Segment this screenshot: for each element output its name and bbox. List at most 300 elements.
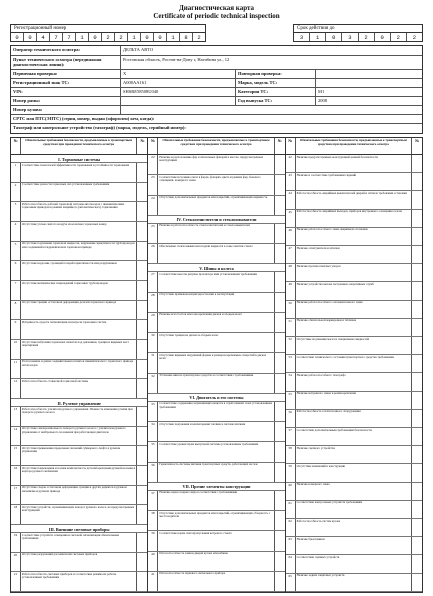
item-number: 40	[148, 552, 158, 571]
item-text: Работоспособность аварийных выходов, приборов внутреннего освещения салона	[296, 210, 412, 227]
item-number: 22	[148, 155, 158, 174]
item-mark	[137, 202, 147, 221]
checklist-row	[148, 196, 284, 216]
item-text: Наличие зеркал заднего вида в соответствии с требованиями	[158, 491, 274, 510]
repeat-label: Повторная проверка:	[236, 70, 316, 78]
item-mark	[412, 155, 422, 172]
item-text: Работоспособность систем кузова	[296, 519, 412, 536]
item-text: Обеспечение стеклоомывателем подачи жидкости в зоны очистки стекла	[158, 244, 274, 263]
requirements-header: Обязательные требования безопасности, предъявляемые к транспортным средствам при проведении технического осмотра	[296, 138, 412, 154]
item-text: Отсутствие изменений в конструкции	[296, 464, 412, 481]
item-mark	[137, 533, 147, 552]
reg-digit: 0	[154, 33, 167, 41]
checklist-row	[286, 355, 422, 373]
item-text: Отсутствие коррозии, грозящей потерей герметичности или разрушением	[21, 261, 137, 280]
item-number: 32	[148, 374, 158, 393]
item-mark	[412, 301, 422, 318]
header-numbers	[10, 24, 423, 42]
item-mark	[137, 222, 147, 241]
item-number: 3	[11, 202, 21, 221]
item-text: Отсутствие устройств, ограничивающих поворот рулевого колеса, не предусмотренных конструкцией	[21, 505, 137, 524]
requirements-header: Обязательные требования безопасности, предъявляемые к транспортным средствам при проведении технического осмотра	[158, 138, 274, 154]
item-mark	[412, 173, 422, 190]
item-number: 49	[286, 282, 296, 299]
item-text: Соответствие источника света в фарах, фонарях, цвета и режима фар, бокового освещения, номерного знака	[158, 175, 274, 194]
item-number: 4	[11, 222, 21, 241]
item-text: Наличие работоспособного опознавательного знака	[296, 301, 412, 318]
item-mark	[137, 340, 147, 359]
item-text: Отсутствие превышения предельных значений суммарного люфта в рулевом управлении	[21, 446, 137, 465]
item-number: 17	[11, 486, 21, 505]
item-mark	[412, 464, 422, 481]
item-mark	[412, 282, 422, 299]
reg-digit: 7	[63, 33, 76, 41]
item-mark	[137, 281, 147, 300]
item-text: Соответствие устройств освещения и световой сигнализации обязательным требованиям	[21, 533, 137, 552]
checklist-row	[148, 272, 284, 292]
item-mark	[412, 373, 422, 390]
year-value: 2008	[318, 98, 327, 103]
item-number: 48	[286, 264, 296, 281]
reg-digit: 4	[37, 33, 50, 41]
item-number: 38	[148, 511, 158, 530]
item-mark	[137, 427, 147, 446]
item-mark	[275, 511, 285, 530]
item-text: Наличие предусмотренных конструкцией ремней безопасности	[296, 155, 412, 172]
item-mark	[275, 155, 285, 174]
checklist-row	[148, 422, 284, 442]
section-heading: I. Тормозные системы	[11, 155, 147, 163]
item-mark	[137, 163, 147, 182]
item-number: 19	[11, 533, 21, 552]
item-mark	[412, 355, 422, 372]
item-number: 31	[148, 353, 158, 372]
checklist-table	[10, 137, 423, 593]
mark-header: №	[277, 138, 282, 143]
reg-digit: 7	[50, 33, 63, 41]
reg-digit: 8	[180, 33, 193, 41]
item-number: 26	[148, 244, 158, 263]
reg-digit: 1	[76, 33, 89, 41]
item-text: Работоспособность аварийных выключателей дверей и сигнала требования остановки	[296, 191, 412, 208]
year-label: Год выпуска ТС:	[236, 97, 316, 105]
title-ru: Диагностическая карта	[178, 4, 255, 12]
item-mark	[275, 224, 285, 243]
item-number: 12	[11, 379, 21, 398]
item-number: 34	[148, 422, 158, 441]
item-number: 57	[286, 428, 296, 445]
item-mark	[412, 319, 422, 336]
item-text: Работоспособность световых приборов и соответствие режима их работы установленным требованиям	[21, 572, 137, 591]
category-label: Категория ТС:	[236, 88, 316, 96]
item-mark	[412, 483, 422, 500]
section-heading: VII. Прочие элементы конструкции	[148, 483, 284, 491]
item-mark	[137, 320, 147, 339]
item-number: 46	[286, 228, 296, 245]
valid-until-label: Срок действия до	[293, 24, 423, 32]
item-number: 2	[11, 183, 21, 202]
number-header: №	[286, 138, 296, 154]
checklist-column	[11, 138, 148, 592]
reg-digit: 1	[167, 33, 180, 41]
item-text: Соответствие разности тормозных сил установленным требованиям	[21, 183, 137, 202]
model-value	[316, 79, 422, 87]
item-number: 10	[11, 340, 21, 359]
checklist-row	[11, 505, 147, 525]
item-number: 23	[148, 175, 158, 194]
valid-digit: 2	[359, 33, 375, 41]
item-text: Исправность средств сигнализации и контроля тормозных систем	[21, 320, 137, 339]
item-number: 37	[148, 491, 158, 510]
item-text: Наличие работоспособного тахографа	[296, 373, 412, 390]
item-mark	[137, 466, 147, 485]
item-text: Наличие исправного замка и ремня крепления	[296, 392, 412, 409]
checklist-row	[148, 293, 284, 313]
checklist-row	[286, 392, 422, 410]
item-mark	[412, 574, 422, 591]
checklist-row	[11, 281, 147, 301]
repeat-value	[316, 70, 422, 78]
checklist-row	[148, 175, 284, 195]
item-text: Наличие работоспособного знака аварийной остановки	[296, 228, 412, 245]
checklist-row	[11, 202, 147, 222]
item-number: 36	[148, 463, 158, 482]
item-mark	[275, 333, 285, 352]
item-mark	[275, 442, 285, 461]
checklist-row	[286, 428, 422, 446]
item-mark	[275, 572, 285, 591]
item-text: Соответствие высоты рисунка протектора шин установленным требованиям	[158, 272, 274, 291]
valid-until-digits	[293, 32, 423, 42]
reg-digit: 2	[197, 34, 201, 41]
number-header: №	[11, 138, 21, 154]
operator-value: ДЕЛЬТА АВТО	[123, 47, 154, 52]
item-mark	[412, 537, 422, 554]
checklist-row	[286, 319, 422, 337]
item-text: Отсутствие подтекания масел и специальных жидкостей	[296, 337, 412, 354]
mark-header: №	[140, 138, 145, 143]
item-text: Наличие номерного знака	[296, 483, 412, 500]
checklist-row	[286, 191, 422, 209]
section-heading: V. Шины и колеса	[148, 264, 284, 272]
item-text: Отсутствие механических повреждений тормозных трубопроводов	[21, 281, 137, 300]
valid-digit: 1	[310, 33, 326, 41]
checklist-row	[11, 261, 147, 281]
item-mark	[412, 428, 422, 445]
item-number: 65	[286, 574, 296, 591]
checklist-row	[11, 427, 147, 447]
inspection-certificate	[10, 4, 423, 592]
checklist-row	[286, 282, 422, 300]
checklist-row	[11, 466, 147, 486]
checklist-row	[11, 533, 147, 553]
item-text: Наличие устройства вызова экстренных оперативных служб	[296, 282, 412, 299]
vin-value: SHSRE58508U040	[121, 88, 236, 96]
item-text: Наличие брызговиков	[296, 537, 412, 554]
plate-label: Регистрационный знак ТС:	[11, 79, 121, 87]
checklist-row	[148, 491, 284, 511]
valid-digit: 0	[326, 33, 342, 41]
checklist-row	[286, 555, 422, 573]
item-mark	[137, 261, 147, 280]
item-number: 28	[148, 293, 158, 312]
item-text: Расположение и длина соединительных шлангов пневматического тормозного привода автопоездов	[21, 360, 137, 379]
item-mark	[275, 175, 285, 194]
item-text: Отсутствие утечек сжатого воздуха из колесных тормозных камер	[21, 222, 137, 241]
requirements-header: Обязательные требования безопасности, предъявляемые к транспортным средствам при проведении технического осмотра	[21, 138, 137, 154]
column-header	[148, 138, 284, 155]
item-text: Наличие противооткатных упоров	[296, 264, 412, 281]
item-text: Наличие сцепного устройства	[296, 446, 412, 463]
model-label: Марка, модель ТС:	[236, 79, 316, 87]
item-text: Отсутствие признаков непригодности шин к эксплуатации	[158, 293, 274, 312]
item-text: Наличие задних защитных устройств	[296, 574, 412, 591]
section-heading: III. Внешние световые приборы	[11, 525, 147, 533]
item-number: 8	[11, 301, 21, 320]
reg-number-label: Регистрационный номер	[10, 24, 206, 32]
item-mark	[137, 486, 147, 505]
checklist-row	[148, 552, 284, 572]
checklist-row	[11, 242, 147, 262]
reg-digit: 0	[11, 33, 24, 41]
reg-digit: 1	[128, 33, 141, 41]
checklist-row	[11, 301, 147, 321]
item-mark	[275, 374, 285, 393]
vin-label: VIN:	[11, 88, 121, 96]
item-mark	[412, 501, 422, 518]
item-number: 5	[11, 242, 21, 261]
item-number: 47	[286, 246, 296, 263]
item-text: Наличие и работоспособность стеклоочистителей и стеклоомывателей	[158, 224, 274, 243]
item-number: 41	[148, 572, 158, 591]
item-number: 35	[148, 442, 158, 461]
item-text: Соответствие норме светопропускания ветрового стекла	[158, 531, 274, 550]
checklist-row	[11, 183, 147, 203]
item-mark	[137, 407, 147, 426]
checklist-row	[286, 464, 422, 482]
item-mark	[137, 183, 147, 202]
item-number: 20	[11, 553, 21, 572]
item-number: 16	[11, 466, 21, 485]
item-text: Отсутствие видимых нарушений формы и размеров крепежных отверстий в дисках колес	[158, 353, 274, 372]
valid-digit: 3	[294, 33, 310, 41]
item-mark	[275, 293, 285, 312]
checklist-row	[286, 574, 422, 592]
item-mark	[275, 272, 285, 291]
item-number: 30	[148, 333, 158, 352]
item-number: 59	[286, 464, 296, 481]
checklist-row	[286, 301, 422, 319]
checklist-row	[11, 572, 147, 592]
number-header: №	[148, 138, 158, 154]
srts-label: СРТС или ПТС(ЭПТС) (серия, номер, выдан (оформлен) кем, когда):	[13, 116, 155, 121]
column-header	[286, 138, 422, 155]
checklist-row	[11, 222, 147, 242]
item-text: Отсутствие повреждения и полная комплектность деталей крепления рулевой колонки и картера рулевого механизма	[21, 466, 137, 485]
section-heading: II. Рулевое управление	[11, 399, 147, 407]
item-mark	[137, 360, 147, 379]
item-number: 13	[11, 407, 21, 426]
item-text: Герметичность системы питания транспортных средств, работающих на газе	[158, 463, 274, 482]
checklist-row	[286, 501, 422, 519]
item-mark	[137, 242, 147, 261]
item-text: Соответствие дополнительным требованиям безопасности	[296, 428, 412, 445]
reg-digit: 2	[115, 33, 128, 41]
checklist-row	[286, 337, 422, 355]
checklist-row	[148, 531, 284, 551]
checklist-row	[11, 553, 147, 573]
reg-number-block	[10, 24, 206, 42]
checklist-row	[286, 483, 422, 501]
item-number: 63	[286, 537, 296, 554]
item-mark	[275, 353, 285, 372]
valid-digit: 0	[375, 33, 391, 41]
item-number: 50	[286, 301, 296, 318]
item-number: 18	[11, 505, 21, 524]
body-label: Номер кузова:	[11, 106, 121, 114]
checklist-column	[148, 138, 285, 592]
checklist-row	[286, 537, 422, 555]
reg-digit: 0	[141, 33, 154, 41]
item-mark	[412, 264, 422, 281]
item-mark	[412, 446, 422, 463]
item-number: 15	[11, 446, 21, 465]
item-text: Отсутствие дополнительных предметов или покрытий, ограничивающих видимость	[158, 196, 274, 215]
checklist-row	[148, 155, 284, 175]
column-header	[11, 138, 147, 155]
reg-digit: 0	[24, 33, 37, 41]
item-text: Отсутствие трещин остаточной деформации деталей тормозного привода	[21, 301, 137, 320]
item-number: 44	[286, 191, 296, 208]
tacho-label: Тахограф или контрольное устройство (тахограф) (марка, модель, серийный номер):	[13, 125, 186, 130]
item-number: 55	[286, 392, 296, 409]
section-heading: VI. Двигатель и его системы	[148, 394, 284, 402]
item-text: Соответствие контрольных устройств требованиям	[296, 501, 412, 518]
valid-digit: 2	[412, 34, 417, 41]
checklist-row	[148, 572, 284, 592]
checklist-row	[286, 410, 422, 428]
checklist-row	[286, 373, 422, 391]
primary-value: X	[121, 70, 236, 78]
item-mark	[275, 463, 285, 482]
checklist-row	[11, 360, 147, 380]
checklist-row	[148, 333, 284, 353]
item-text: Отсутствие подтекания тормозной жидкости, нарушения герметичности трубопроводов или соединений в гидравлическом тормозном приводе	[21, 242, 137, 261]
item-number: 6	[11, 261, 21, 280]
item-text: Соответствие технического состояния транспортного средства требованиям	[296, 355, 412, 372]
item-number: 39	[148, 531, 158, 550]
section-heading: IV. Стеклоочистители и стеклоомыватели	[148, 216, 284, 224]
item-number: 61	[286, 501, 296, 518]
item-mark	[137, 553, 147, 572]
item-number: 14	[11, 427, 21, 446]
item-text: Работоспособность газобаллонного оборудования	[296, 410, 412, 427]
item-number: 29	[148, 313, 158, 332]
item-mark	[275, 313, 285, 332]
item-text: Соответствие содержания загрязняющих веществ в отработавших газах установленным требованиям	[158, 402, 274, 421]
item-text: Отсутствие самопроизвольного поворота рулевого колеса с усилителем рулевого управления от нейтрального положения при работающем двигателе	[21, 427, 137, 446]
checklist-row	[11, 163, 147, 183]
item-number: 24	[148, 196, 158, 215]
item-mark	[412, 555, 422, 572]
item-text: Работоспособность усилителя рулевого управления. Плавность изменения усилия при повороте рулевого колеса	[21, 407, 137, 426]
item-mark	[275, 196, 285, 215]
reg-number-digits	[10, 32, 206, 42]
body-value	[121, 106, 422, 114]
item-mark	[412, 228, 422, 245]
item-text: Наличие и соответствие требованиям сидений	[296, 173, 412, 190]
item-number: 60	[286, 483, 296, 500]
checklist-row	[286, 210, 422, 228]
item-text: Работоспособность звукового сигнального прибора	[158, 572, 274, 591]
item-number: 45	[286, 210, 296, 227]
checklist-row	[148, 402, 284, 422]
item-mark	[275, 422, 285, 441]
checklist-row	[286, 155, 422, 173]
item-mark	[412, 519, 422, 536]
item-number: 64	[286, 555, 296, 572]
checklist-row	[148, 374, 284, 394]
category-value: M1	[318, 89, 325, 94]
item-text: Соответствие показателей эффективности торможения и устойчивости торможения	[21, 163, 137, 182]
item-mark	[412, 392, 422, 409]
checklist-row	[148, 511, 284, 531]
item-number: 43	[286, 173, 296, 190]
reg-digit: 2	[102, 33, 115, 41]
item-mark	[137, 301, 147, 320]
item-number: 21	[11, 572, 21, 591]
item-text: Наличие огнетушителя и аптечки	[296, 246, 412, 263]
item-text: Наличие и расположение фар и сигнальных фонарей в местах, предусмотренных конструкцией	[158, 155, 274, 174]
checklist-row	[11, 340, 147, 360]
item-number: 42	[286, 155, 296, 172]
item-text: Работоспособность рабочей тормозной системы автопоездов с пневматическим тормозным приводом в режиме аварийного (автоматического) торможения	[21, 202, 137, 221]
station-value: Ростовская область, Ростов-на-Дону г, Нагибина ул., 12	[123, 57, 230, 62]
item-number: 52	[286, 337, 296, 354]
item-mark	[412, 410, 422, 427]
item-text: Отсутствие дополнительных предметов или покрытий, ограничивающих обзорность с места водителя	[158, 511, 274, 530]
item-text: Отсутствие набухания тормозных шлангов под давлением, трещин и видимых мест перетирания	[21, 340, 137, 359]
checklist-row	[11, 407, 147, 427]
station-label: Пункт технического осмотра (передвижная диагностическая линия):	[11, 56, 121, 69]
checklist-row	[286, 446, 422, 464]
item-number: 62	[286, 519, 296, 536]
title-en: Certificate of periodic technical inspection	[153, 12, 280, 20]
valid-digit: 2	[391, 33, 407, 41]
vehicle-info-form	[10, 45, 423, 134]
item-mark	[275, 491, 285, 510]
checklist-row	[11, 320, 147, 340]
item-text: Наличие всех болтов или гаек крепления дисков и ободьев колес	[158, 313, 274, 332]
checklist-row	[11, 446, 147, 466]
item-number: 53	[286, 355, 296, 372]
item-number: 25	[148, 224, 158, 243]
item-text: Установка шин на транспортное средство в соответствии с требованиями	[158, 374, 274, 393]
frame-label: Номер рамы:	[11, 97, 121, 105]
primary-label: Первичная проверка:	[11, 70, 121, 78]
item-number: 51	[286, 319, 296, 336]
frame-value	[121, 97, 236, 105]
item-text: Отсутствие следов остаточной деформации, трещин и других дефектов в рулевом механизме и рулевом приводе	[21, 486, 137, 505]
item-number: 7	[11, 281, 21, 300]
item-mark	[137, 446, 147, 465]
item-text: Работоспособность замков дверей кузова или кабины	[158, 552, 274, 571]
item-number: 9	[11, 320, 21, 339]
plate-value: А000АА161	[121, 79, 236, 87]
item-mark	[275, 531, 285, 550]
checklist-row	[11, 486, 147, 506]
checklist-row	[148, 224, 284, 244]
